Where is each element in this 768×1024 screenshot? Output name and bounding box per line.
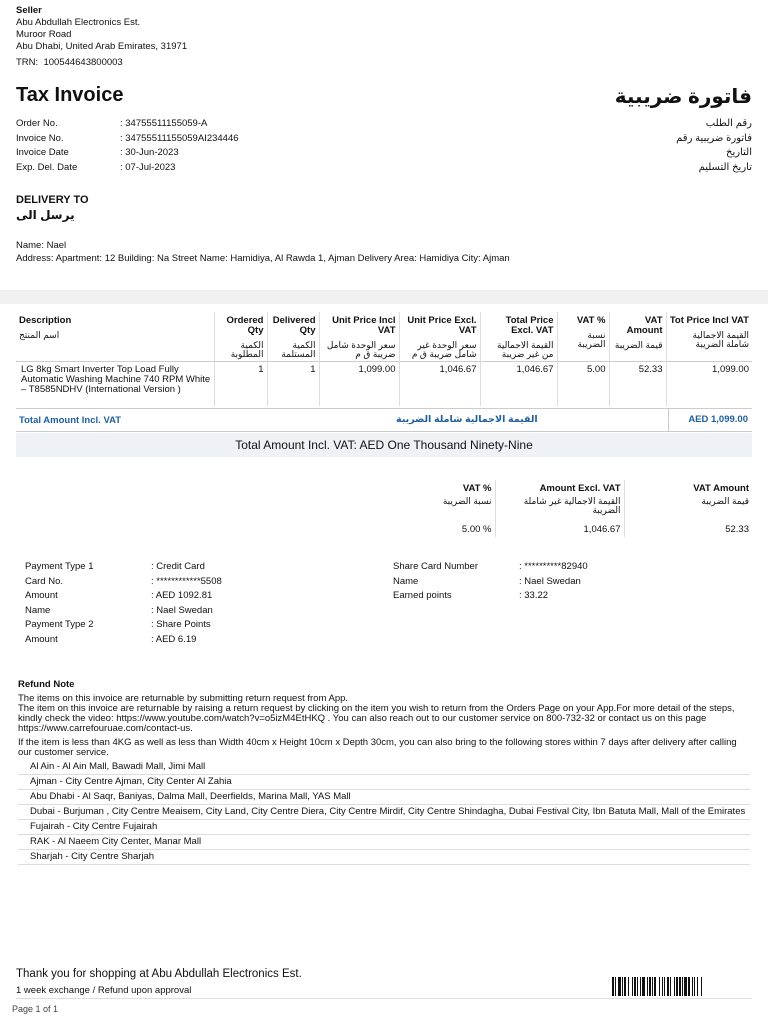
column-header	[267, 312, 319, 362]
column-header-en: Ordered Qty	[226, 315, 264, 336]
table-row	[378, 515, 752, 537]
meta-label-arabic: فاتورة ضريبية رقم	[676, 132, 752, 144]
meta-value: : 34755511155059-A	[120, 118, 208, 129]
vat-summary-table	[378, 480, 752, 537]
column-header-en: Total Price Excl. VAT	[505, 315, 554, 336]
divider	[668, 409, 669, 431]
column-header	[214, 312, 267, 362]
item-delivered-qty: 1	[267, 362, 319, 406]
column-header	[609, 312, 666, 362]
payment-value: : Credit Card	[151, 561, 205, 572]
column-header-ar: الكمية المطلوبة	[230, 340, 264, 359]
total-value: AED 1,099.00	[688, 414, 748, 425]
column-header-en: VAT Amount	[626, 315, 663, 336]
delivery-heading: DELIVERY TO	[16, 194, 89, 206]
column-header-ar: القيمة الاجمالية من غير ضريبة	[497, 340, 554, 359]
column-header	[557, 312, 609, 362]
column-header-en: Delivered Qty	[272, 315, 316, 336]
trn-value: 100544643800003	[43, 57, 123, 68]
column-header	[624, 480, 752, 515]
refund-heading: Refund Note	[18, 679, 75, 690]
list-item: Ajman - City Centre Ajman, City Center Al Zahia	[18, 775, 750, 790]
column-header-en: VAT Amount	[693, 483, 749, 494]
seller-trn	[16, 57, 123, 68]
delivery-heading-block	[16, 193, 89, 223]
share-label: Share Card Number	[393, 561, 479, 572]
list-item: Abu Dhabi - Al Saqr, Baniyas, Dalma Mall, Deerfields, Marina Mall, YAS Mall	[18, 790, 750, 805]
total-in-words: Total Amount Incl. VAT: AED One Thousand Ninety-Nine	[16, 433, 752, 457]
item-description: LG 8kg Smart Inverter Top Load Fully Automatic Washing Machine 740 RPM White – T8585NDHV (International Version )	[16, 362, 214, 406]
divider	[16, 998, 752, 999]
column-header-ar: قيمة الضريبة	[701, 496, 749, 506]
vat-amount-excl: 1,046.67	[495, 515, 624, 537]
meta-value: : 30-Jun-2023	[120, 147, 179, 159]
items-table	[16, 312, 752, 406]
seller-street: Muroor Road	[16, 29, 72, 40]
column-header-ar: نسبة الضريبة	[577, 330, 606, 349]
payment-value: : AED 6.19	[151, 633, 197, 645]
item-ordered-qty: 1	[214, 362, 267, 406]
column-header-ar: نسبة الضريبة	[442, 496, 492, 506]
column-header-ar: سعر الوحدة غير شامل ضريبة ق م	[411, 340, 477, 359]
column-header-ar: الكمية المستلمة	[281, 340, 316, 359]
share-label: Name	[393, 575, 419, 587]
barcode-icon	[612, 977, 752, 996]
share-value: : Nael Swedan	[519, 575, 581, 587]
share-label: Earned points	[393, 590, 452, 601]
payment-value: : Nael Swedan	[151, 604, 213, 616]
footer-exchange: 1 week exchange / Refund upon approval	[16, 985, 192, 996]
table-row	[16, 362, 752, 406]
payment-details	[25, 560, 222, 647]
column-header	[319, 312, 399, 362]
column-header-en: Unit Price Excl. VAT	[407, 315, 477, 336]
share-details	[393, 560, 588, 604]
column-header-en: Description	[19, 315, 72, 326]
column-header	[378, 480, 495, 515]
meta-label: Order No.	[16, 118, 58, 129]
item-vat-percent: 5.00	[557, 362, 609, 406]
column-header-ar: القيمة الاجمالية شاملة الضريبة	[692, 330, 749, 349]
column-header-ar: اسم المنتج	[19, 330, 60, 340]
payment-label: Payment Type 1	[25, 561, 94, 572]
seller-name: Abu Abdullah Electronics Est.	[16, 17, 141, 28]
delivery-heading-arabic: يرسل الى	[16, 208, 75, 222]
meta-label: Invoice No.	[16, 132, 64, 144]
store-list	[18, 762, 750, 865]
list-item: Sharjah - City Centre Sharjah	[18, 850, 750, 865]
total-label-arabic: القيمة الاجمالية شاملة الضريبة	[396, 414, 538, 425]
trn-label: TRN:	[16, 57, 39, 68]
item-unit-price-incl: 1,099.00	[319, 362, 399, 406]
refund-paragraph: The item on this invoice are returnable by raising a return request by clicking on the item you wish to return from the Orders Page on your App.For more detail of the steps, kindly check the video: https://www.youtube.com/watch?v=o5izM4EtHKQ . You can also reach out to our customer service on 800-732-32 or contact us on this page https://www.carrefouruae.com/contact-us.	[18, 703, 735, 734]
column-header-en: VAT %	[462, 483, 492, 494]
meta-label: Exp. Del. Date	[16, 162, 78, 174]
column-header-en: Tot Price Incl VAT	[669, 315, 749, 326]
share-value: : 33.22	[519, 590, 549, 601]
refund-paragraph: If the item is less than 4KG as well as less than Width 40cm x Height 10cm x Depth 30cm, you can also bring to the following stores within 7 days after delivery after calling our customer service.	[18, 737, 737, 758]
payment-label: Name	[25, 604, 51, 616]
payment-value: : Share Points	[151, 619, 211, 630]
item-total-excl: 1,046.67	[480, 362, 557, 406]
invoice-meta-arabic	[676, 117, 752, 176]
payment-value: : ************5508	[151, 575, 222, 587]
seller-block	[16, 5, 187, 53]
page-number: Page 1 of 1	[12, 1004, 59, 1014]
meta-label-arabic: تاريخ التسليم	[698, 162, 752, 174]
section-divider	[0, 290, 768, 304]
delivery-address-block	[16, 239, 510, 265]
vat-header-row	[378, 480, 752, 515]
item-vat-amount: 52.33	[609, 362, 666, 406]
item-unit-price-excl: 1,046.67	[399, 362, 480, 406]
payment-label: Amount	[25, 590, 58, 601]
refund-note	[18, 680, 750, 865]
footer-thanks: Thank you for shopping at Abu Abdullah Electronics Est.	[16, 968, 302, 980]
column-header	[480, 312, 557, 362]
vat-percent: 5.00 %	[461, 524, 492, 535]
column-header-en: VAT %	[576, 315, 606, 326]
delivery-address: Address: Apartment: 12 Building: Na Street Name: Hamidiya, Al Rawda 1, Ajman Delivery Area: Hamidiya City: Ajman	[16, 253, 510, 264]
seller-city: Abu Dhabi, United Arab Emirates, 31971	[16, 41, 188, 52]
list-item: Al Ain - Al Ain Mall, Bawadi Mall, Jimi Mall	[18, 762, 750, 775]
column-header-ar: قيمة الضريبة	[614, 340, 663, 350]
column-header	[399, 312, 480, 362]
page-title: Tax Invoice	[16, 84, 124, 106]
invoice-meta	[16, 117, 239, 176]
payment-value: : AED 1092.81	[151, 590, 213, 601]
column-header	[16, 312, 214, 362]
list-item: Fujairah - City Centre Fujairah	[18, 820, 750, 835]
meta-value: : 07-Jul-2023	[120, 162, 176, 174]
items-header-row	[16, 312, 752, 362]
meta-label: Invoice Date	[16, 147, 69, 159]
total-label: Total Amount Incl. VAT	[19, 415, 122, 426]
share-value: : **********82940	[519, 561, 588, 572]
column-header-en: Amount Excl. VAT	[539, 483, 621, 494]
column-header-en: Unit Price Incl VAT	[332, 315, 396, 336]
item-total-incl: 1,099.00	[666, 362, 752, 406]
refund-paragraph: The items on this invoice are returnable by submitting return request from App.	[18, 693, 349, 704]
vat-amount: 52.33	[624, 515, 752, 537]
seller-heading: Seller	[16, 5, 42, 16]
list-item: RAK - Al Naeem City Center, Manar Mall	[18, 835, 750, 850]
column-header-ar: سعر الوحدة شامل ضريبة ق م	[326, 340, 396, 359]
delivery-name: Name: Nael	[16, 240, 67, 251]
total-row	[16, 408, 752, 432]
column-header	[666, 312, 752, 362]
payment-label: Card No.	[25, 575, 64, 587]
column-header-ar: القيمة الاجمالية غير شاملة الضريبة	[523, 496, 621, 515]
payment-label: Payment Type 2	[25, 619, 94, 630]
payment-label: Amount	[25, 633, 58, 645]
meta-label-arabic: التاريخ	[726, 147, 752, 159]
column-header	[495, 480, 624, 515]
page-title-arabic: فاتورة ضريبية	[614, 86, 752, 108]
list-item: Dubai - Burjuman , City Centre Meaisem, City Land, City Centre Diera, City Centre Mirdif, City Centre Shindagha, Dubai Festival City, Ibn Batuta Mall, Mall of the Emirates	[18, 805, 750, 820]
meta-value: : 34755511155059AI234446	[120, 132, 239, 144]
meta-label-arabic: رقم الطلب	[705, 118, 752, 129]
